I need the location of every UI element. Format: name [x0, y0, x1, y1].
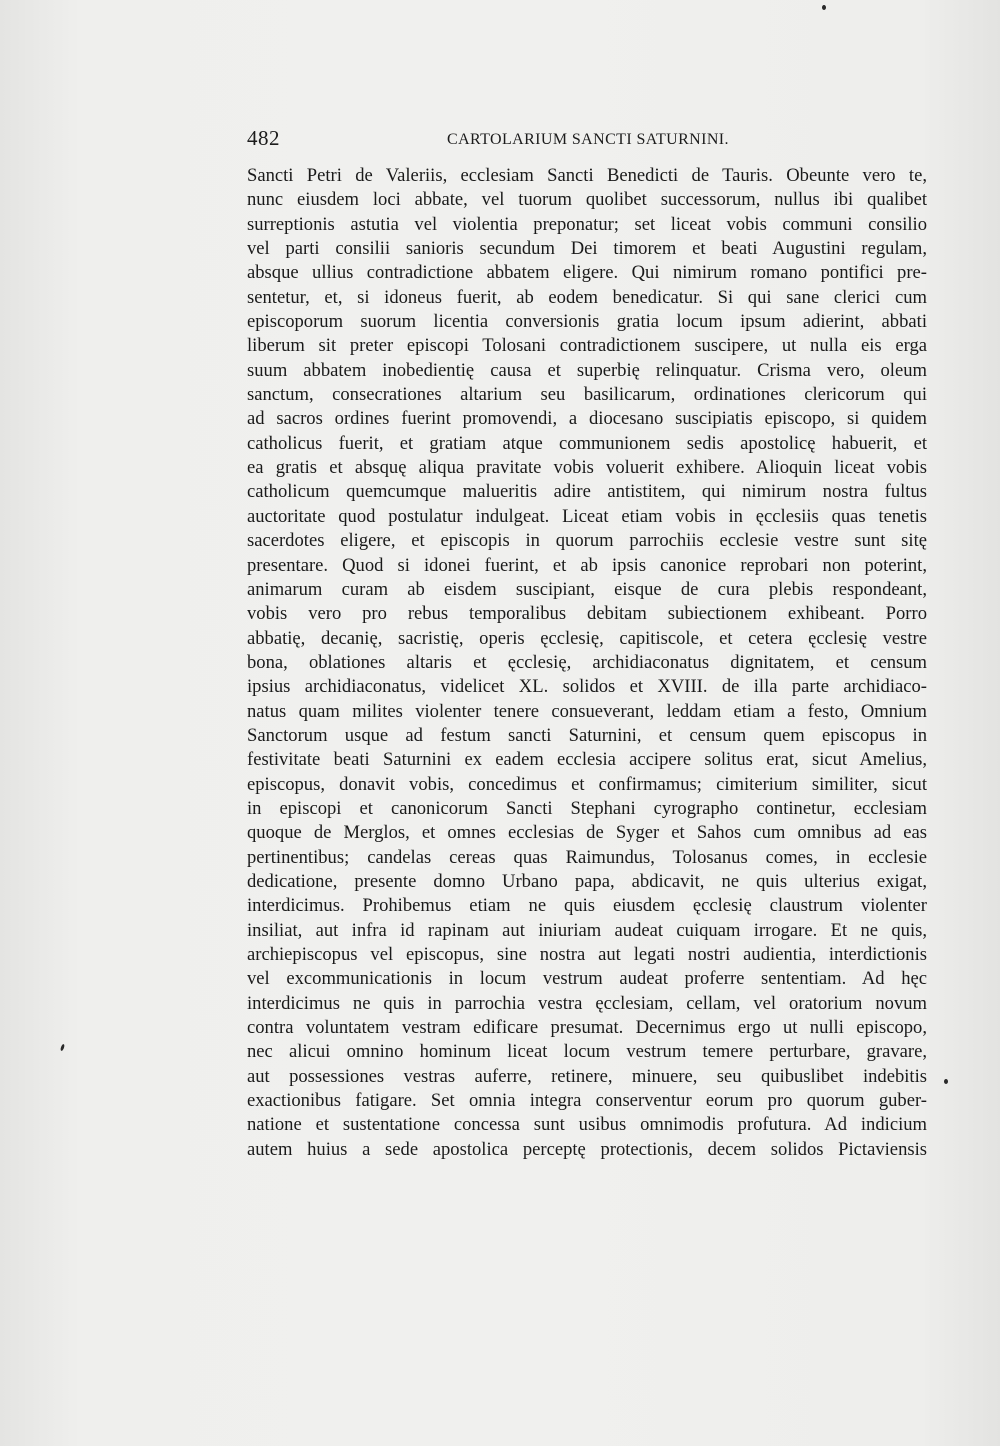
text-line: insiliat, aut infra id rapinam aut iniuriam audeat cuiquam irrogare. Et ne quis,	[247, 919, 927, 941]
text-line: bona, oblationes altaris et ęcclesię, archidiaconatus dignitatem, et censum	[247, 651, 927, 673]
text-line: quoque de Merglos, et omnes ecclesias de Syger et Sahos cum omnibus ad eas	[247, 822, 927, 844]
text-line: catholicus fuerit, et gratiam atque communionem sedis apostolicę habuerit, et	[247, 432, 927, 454]
text-line: exactionibus fatigare. Set omnia integra conserventur eorum pro quorum guber-	[247, 1090, 927, 1112]
text-line: absque ullius contradictione abbatem eligere. Qui nimirum romano pontifici pre-	[247, 262, 927, 284]
text-line: contra voluntatem vestram edificare presumat. Decernimus ergo ut nulli episcopo,	[247, 1017, 927, 1039]
text-line: Sanctorum usque ad festum sancti Saturnini, et censum quem episcopus in	[247, 724, 927, 746]
text-line: auctoritate quod postulatur indulgeat. Liceat etiam vobis in ęcclesiis quas tenetis	[247, 505, 927, 527]
text-line: sacerdotes eligere, et episcopis in quorum parrochiis ecclesie vestre sunt sitę	[247, 530, 927, 552]
text-line: sentetur, et, si idoneus fuerit, ab eodem benedicatur. Si qui sane clerici cum	[247, 286, 927, 308]
running-title: CARTOLARIUM SANCTI SATURNINI.	[447, 131, 729, 148]
text-line: episcopus, donavit vobis, concedimus et confirmamus; cimiterium similiter, sicut	[247, 773, 927, 795]
text-line: vel excommunicationis in locum vestrum audeat proferre sententiam. Ad hęc	[247, 968, 927, 990]
text-line: abbatię, decanię, sacristię, operis ęcclesię, capitiscole, et cetera ęcclesię vestre	[247, 627, 927, 649]
text-line: autem huius a sede apostolica perceptę protectionis, decem solidos Pictaviensis	[247, 1138, 927, 1160]
page-header	[247, 124, 927, 160]
text-line: vobis vero pro rebus temporalibus debitam subiectionem exhibeant. Porro	[247, 603, 927, 625]
text-line: ad sacros ordines fuerint promovendi, a diocesano suscipiatis episcopo, si quidem	[247, 408, 927, 430]
text-line: natione et sustentatione concessa sunt usibus omnimodis profutura. Ad indicium	[247, 1114, 927, 1136]
text-line: interdicimus. Prohibemus etiam ne quis eiusdem ęcclesię claustrum violenter	[247, 895, 927, 917]
text-line: natus quam milites violenter tenere consueverant, leddam etiam a festo, Omnium	[247, 700, 927, 722]
ink-speck	[944, 1079, 948, 1084]
text-line: dedicatione, presente domno Urbano papa, abdicavit, ne quis ulterius exigat,	[247, 870, 927, 892]
text-line: nunc eiusdem loci abbate, vel tuorum quolibet successorum, nullus ibi qualibet	[247, 189, 927, 211]
text-line: ea gratis et absquę aliqua pravitate vobis voluerit exhibere. Alioquin liceat vobis	[247, 457, 927, 479]
text-line: surreptionis astutia vel violentia preponatur; set liceat vobis communi consilio	[247, 213, 927, 235]
text-line: aut possessiones vestras auferre, retinere, minuere, seu quibuslibet indebitis	[247, 1065, 927, 1087]
text-line: animarum curam ab eisdem suscipiant, eisque de cura plebis respondeant,	[247, 578, 927, 600]
text-line: catholicum quemcumque malueritis adire antistitem, qui nimirum nostra fultus	[247, 481, 927, 503]
text-line: in episcopi et canonicorum Sancti Stephani cyrographo continetur, ecclesiam	[247, 797, 927, 819]
text-line: archiepiscopus vel episcopus, sine nostra aut legati nostri audientia, interdictionis	[247, 944, 927, 965]
text-line: vel parti consilii sanioris secundum Dei timorem et beati Augustini regulam,	[247, 238, 927, 260]
ink-speck	[822, 5, 826, 10]
page-number: 482	[247, 126, 280, 150]
body-text	[247, 164, 927, 1162]
text-line: Sancti Petri de Valeriis, ecclesiam Sancti Benedicti de Tauris. Obeunte vero te,	[247, 165, 927, 186]
text-line: nec alicui omnino hominum liceat locum vestrum temere perturbare, gravare,	[247, 1041, 927, 1063]
text-line: sanctum, consecrationes altarium seu basilicarum, ordinationes clericorum qui	[247, 384, 927, 406]
text-line: liberum sit preter episcopi Tolosani contradictionem suscipere, ut nulla eis erga	[247, 335, 927, 357]
text-line: ipsius archidiaconatus, videlicet XL. solidos et XVIII. de illa parte archidiaco-	[247, 676, 927, 698]
text-line: presentare. Quod si idonei fuerint, et ab ipsis canonice reprobari non poterint,	[247, 554, 927, 576]
text-line: pertinentibus; candelas cereas quas Raimundus, Tolosanus comes, in ecclesie	[247, 846, 927, 868]
text-line: suum abbatem inobedientię causa et superbię relinquatur. Crisma vero, oleum	[247, 359, 927, 381]
text-line: episcoporum suorum licentia conversionis gratia locum ipsum adierint, abbati	[247, 311, 927, 333]
text-line: interdicimus ne quis in parrochia vestra ęcclesiam, cellam, vel oratorium novum	[247, 992, 927, 1014]
text-line: festivitate beati Saturnini ex eadem ecclesia accipere solitus erat, sicut Amelius,	[247, 749, 927, 771]
ink-speck	[60, 1044, 65, 1052]
